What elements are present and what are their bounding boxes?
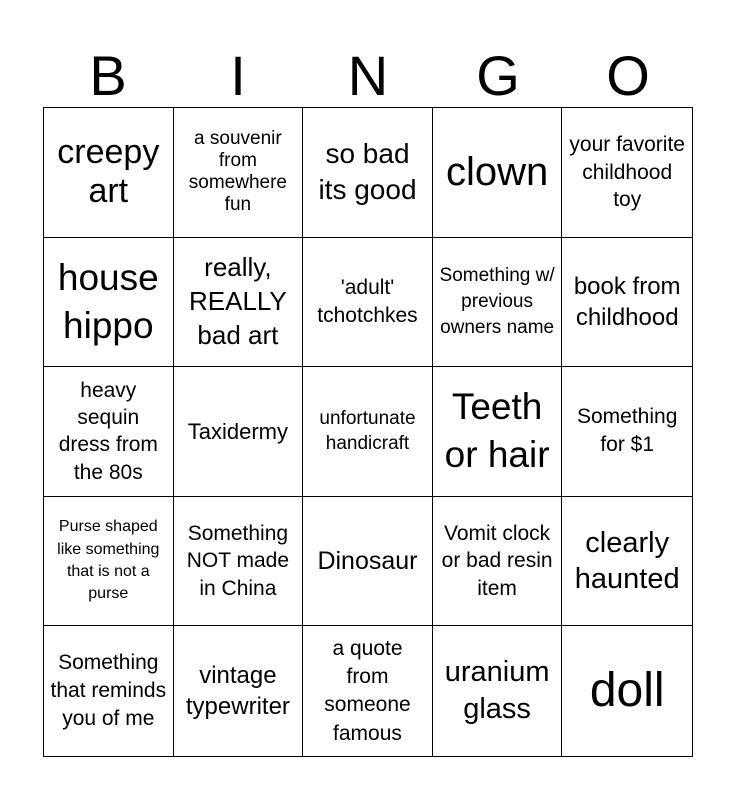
bingo-cell	[433, 238, 563, 368]
bingo-header	[43, 44, 693, 108]
cell-text: creepy art	[57, 132, 160, 211]
cell-text: Teeth or hair	[444, 386, 550, 476]
header-letter-g: G	[476, 44, 520, 107]
cell-text: Something w/ previous owners name	[439, 265, 555, 338]
bingo-board	[43, 107, 693, 757]
cell-text: clown	[445, 150, 549, 195]
bingo-cell	[44, 626, 174, 756]
cell-text: 'adult' tchotchkes	[317, 275, 418, 327]
bingo-cell	[174, 238, 304, 368]
bingo-cell	[303, 108, 433, 238]
bingo-cell	[303, 626, 433, 756]
cell-text: a quote from someone famous	[324, 636, 411, 745]
cell-text: unfortunate handicraft	[319, 407, 416, 455]
header-letter-o: O	[606, 44, 650, 107]
bingo-cell	[44, 367, 174, 497]
bingo-cell	[303, 367, 433, 497]
bingo-cell	[433, 108, 563, 238]
cell-text: Something that reminds you of me	[50, 650, 167, 731]
bingo-cell	[562, 626, 692, 756]
cell-text: so bad its good	[318, 137, 417, 206]
header-letter-n: N	[347, 44, 389, 107]
bingo-cell	[174, 626, 304, 756]
bingo-cell	[433, 367, 563, 497]
cell-text: uranium glass	[444, 655, 550, 726]
bingo-cell	[303, 238, 433, 368]
bingo-cell	[562, 497, 692, 627]
bingo-cell	[44, 497, 174, 627]
cell-text: your favorite childhood toy	[569, 133, 685, 211]
cell-text: Dinosaur	[317, 546, 418, 575]
bingo-cell	[174, 108, 304, 238]
cell-text: Taxidermy	[187, 418, 289, 444]
cell-text: book from childhood	[573, 272, 681, 331]
bingo-cell	[174, 497, 304, 627]
bingo-cell	[562, 367, 692, 497]
cell-text: clearly haunted	[574, 526, 680, 596]
cell-text: really, REALLY bad art	[188, 252, 287, 350]
cell-text: doll	[589, 664, 665, 718]
cell-text: a souvenir from somewhere fun	[188, 128, 287, 216]
bingo-cell	[433, 497, 563, 627]
cell-text: Vomit clock or bad resin item	[441, 522, 553, 600]
cell-text: heavy sequin dress from the 80s	[58, 378, 158, 484]
header-letter-b: B	[89, 44, 127, 107]
cell-text: vintage typewriter	[185, 662, 290, 721]
bingo-cell	[44, 108, 174, 238]
bingo-cell	[433, 626, 563, 756]
bingo-cell	[44, 238, 174, 368]
bingo-cell	[562, 108, 692, 238]
bingo-cell	[303, 497, 433, 627]
bingo-cell	[562, 238, 692, 368]
cell-text: Something for $1	[576, 405, 678, 457]
header-letter-i: I	[230, 44, 246, 107]
cell-text: Something NOT made in China	[186, 522, 290, 600]
cell-text: house hippo	[57, 256, 159, 346]
bingo-cell	[174, 367, 304, 497]
cell-text: Purse shaped like something that is not a purse	[57, 518, 160, 603]
